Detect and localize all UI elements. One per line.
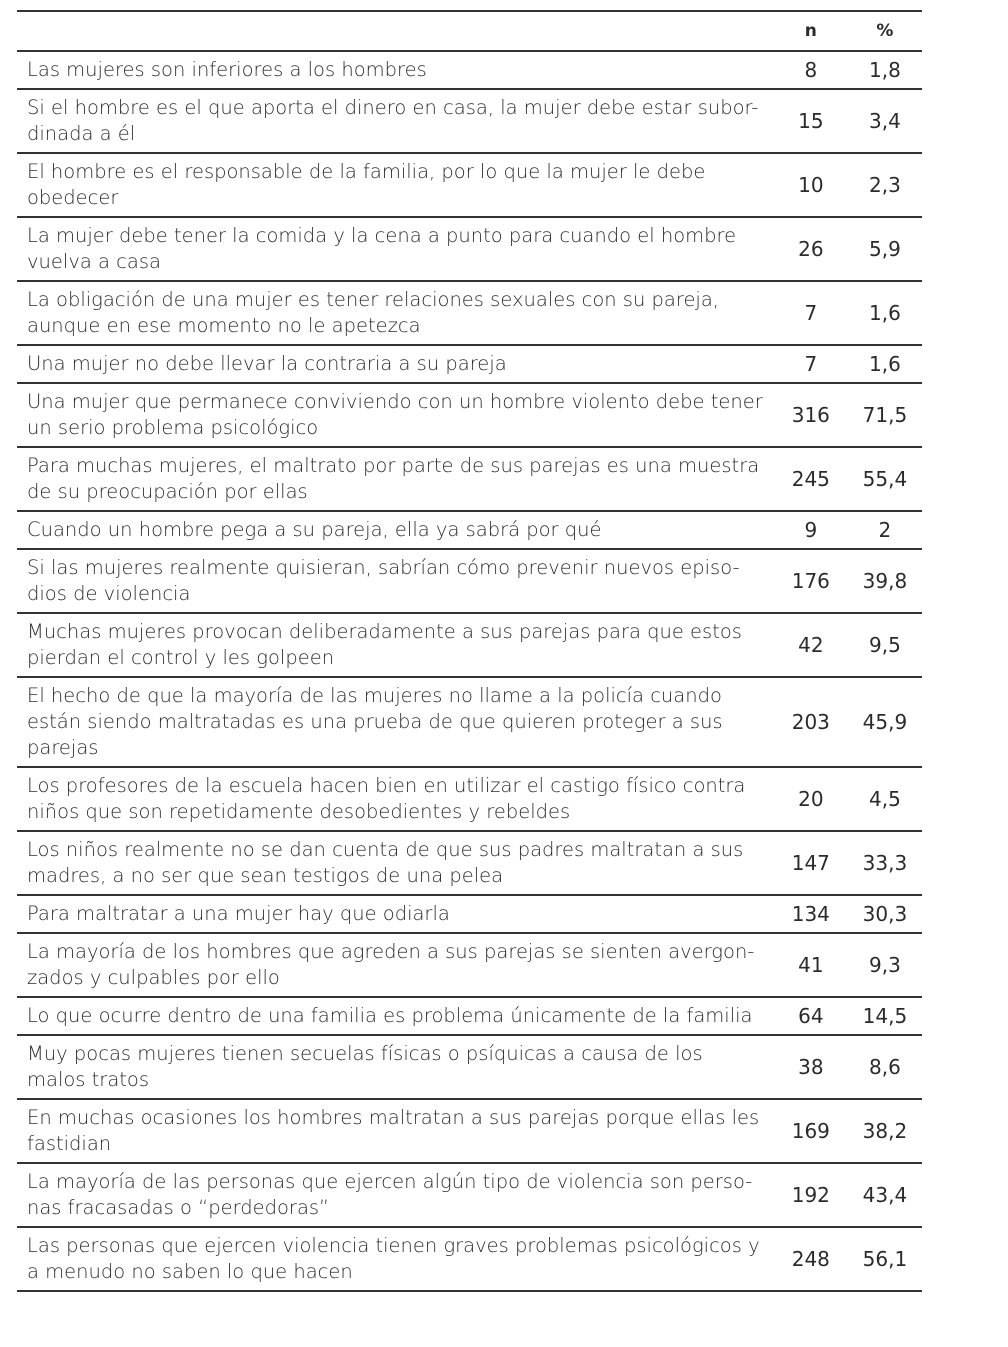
table-row — [17, 1035, 922, 1099]
statement-cell: Para muchas mujeres, el maltrato por parte de sus parejas es una muestra de su preocupación por ellas — [17, 447, 774, 511]
n-cell: 169 — [774, 1099, 848, 1163]
statement-cell: Muy pocas mujeres tienen secuelas físicas o psíquicas a causa de los malos tratos — [17, 1035, 774, 1099]
percent-cell: 9,5 — [848, 613, 922, 677]
percent-cell: 14,5 — [848, 997, 922, 1035]
table-row — [17, 1099, 922, 1163]
table-row — [17, 511, 922, 549]
n-cell: 38 — [774, 1035, 848, 1099]
statement-cell: Los profesores de la escuela hacen bien en utilizar el castigo físico contra niños que son repetidamente desobedientes y rebeldes — [17, 767, 774, 831]
table-row — [17, 549, 922, 613]
percent-cell: 1,8 — [848, 51, 922, 89]
statement-cell: En muchas ocasiones los hombres maltratan a sus parejas porque ellas les fastidian — [17, 1099, 774, 1163]
table-row — [17, 895, 922, 933]
n-cell: 42 — [774, 613, 848, 677]
table-row — [17, 51, 922, 89]
percent-cell: 71,5 — [848, 383, 922, 447]
statement-cell: Una mujer que permanece conviviendo con un hombre violento debe tener un serio problema psicológico — [17, 383, 774, 447]
n-cell: 176 — [774, 549, 848, 613]
n-cell: 7 — [774, 345, 848, 383]
n-cell: 41 — [774, 933, 848, 997]
percent-cell: 39,8 — [848, 549, 922, 613]
percent-cell: 56,1 — [848, 1227, 922, 1291]
percent-cell: 4,5 — [848, 767, 922, 831]
statement-cell: Una mujer no debe llevar la contraria a su pareja — [17, 345, 774, 383]
percent-cell: 38,2 — [848, 1099, 922, 1163]
percent-cell: 1,6 — [848, 345, 922, 383]
n-cell: 134 — [774, 895, 848, 933]
percent-cell: 9,3 — [848, 933, 922, 997]
n-cell: 15 — [774, 89, 848, 153]
table-row — [17, 383, 922, 447]
percent-cell: 2 — [848, 511, 922, 549]
survey-table — [17, 10, 922, 1292]
percent-cell: 43,4 — [848, 1163, 922, 1227]
n-cell: 245 — [774, 447, 848, 511]
header-percent: % — [848, 11, 922, 51]
table-row — [17, 767, 922, 831]
n-cell: 203 — [774, 677, 848, 767]
statement-cell: Muchas mujeres provocan deliberadamente a sus parejas para que estos pierdan el control y les golpeen — [17, 613, 774, 677]
percent-cell: 33,3 — [848, 831, 922, 895]
statement-cell: Si las mujeres realmente quisieran, sabrían cómo prevenir nuevos episo-dios de violencia — [17, 549, 774, 613]
n-cell: 64 — [774, 997, 848, 1035]
n-cell: 147 — [774, 831, 848, 895]
statement-cell: La mayoría de los hombres que agreden a sus parejas se sienten avergon-zados y culpables por ello — [17, 933, 774, 997]
n-cell: 248 — [774, 1227, 848, 1291]
n-cell: 26 — [774, 217, 848, 281]
table-row — [17, 217, 922, 281]
table-row — [17, 1227, 922, 1291]
statement-cell: La obligación de una mujer es tener relaciones sexuales con su pareja, aunque en ese momento no le apetezca — [17, 281, 774, 345]
percent-cell: 3,4 — [848, 89, 922, 153]
table-row — [17, 831, 922, 895]
header-n: n — [774, 11, 848, 51]
percent-cell: 5,9 — [848, 217, 922, 281]
table-row — [17, 933, 922, 997]
n-cell: 20 — [774, 767, 848, 831]
n-cell: 192 — [774, 1163, 848, 1227]
table-row — [17, 281, 922, 345]
table-row — [17, 153, 922, 217]
table-row — [17, 677, 922, 767]
percent-cell: 2,3 — [848, 153, 922, 217]
statement-cell: Si el hombre es el que aporta el dinero en casa, la mujer debe estar subor-dinada a él — [17, 89, 774, 153]
statement-cell: El hecho de que la mayoría de las mujeres no llame a la policía cuando están siendo maltratadas es una prueba de que quieren proteger a sus parejas — [17, 677, 774, 767]
header-row — [17, 11, 922, 51]
table-row — [17, 997, 922, 1035]
n-cell: 9 — [774, 511, 848, 549]
statement-cell: Las personas que ejercen violencia tienen graves problemas psicológicos y a menudo no saben lo que hacen — [17, 1227, 774, 1291]
statement-cell: La mujer debe tener la comida y la cena a punto para cuando el hombre vuelva a casa — [17, 217, 774, 281]
statement-cell: Los niños realmente no se dan cuenta de que sus padres maltratan a sus madres, a no ser que sean testigos de una pelea — [17, 831, 774, 895]
percent-cell: 55,4 — [848, 447, 922, 511]
percent-cell: 1,6 — [848, 281, 922, 345]
percent-cell: 45,9 — [848, 677, 922, 767]
statement-cell: Cuando un hombre pega a su pareja, ella ya sabrá por qué — [17, 511, 774, 549]
n-cell: 7 — [774, 281, 848, 345]
percent-cell: 8,6 — [848, 1035, 922, 1099]
statement-cell: Lo que ocurre dentro de una familia es problema únicamente de la familia — [17, 997, 774, 1035]
statement-cell: Las mujeres son inferiores a los hombres — [17, 51, 774, 89]
statement-cell: El hombre es el responsable de la familia, por lo que la mujer le debe obedecer — [17, 153, 774, 217]
n-cell: 10 — [774, 153, 848, 217]
statement-cell: La mayoría de las personas que ejercen algún tipo de violencia son perso-nas fracasadas o “perdedoras” — [17, 1163, 774, 1227]
table-row — [17, 345, 922, 383]
percent-cell: 30,3 — [848, 895, 922, 933]
table-row — [17, 447, 922, 511]
table-row — [17, 1163, 922, 1227]
n-cell: 316 — [774, 383, 848, 447]
table-row — [17, 89, 922, 153]
statement-cell: Para maltratar a una mujer hay que odiarla — [17, 895, 774, 933]
header-statement — [17, 11, 774, 51]
table-row — [17, 613, 922, 677]
n-cell: 8 — [774, 51, 848, 89]
